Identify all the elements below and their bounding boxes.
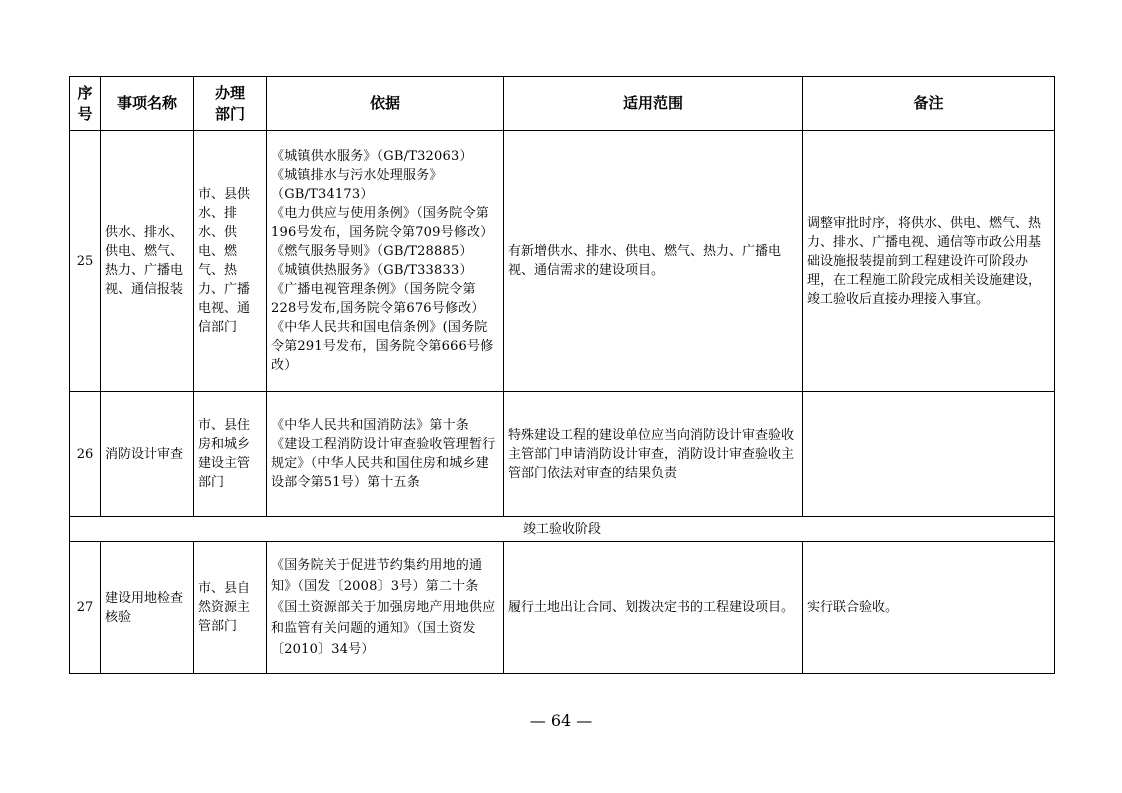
row-scope: 有新增供水、排水、供电、燃气、热力、广播电视、通信需求的建设项目。 (504, 131, 803, 392)
row-name: 消防设计审查 (101, 392, 194, 517)
header-no: 序号 (70, 77, 101, 131)
row-dept: 市、县供水、排水、供电、燃气、热力、广播电视、通信部门 (194, 131, 267, 392)
basis-item: 《广播电视管理条例》（国务院令第228号发布,国务院令第676号修改） (271, 282, 485, 316)
row-dept: 市、县自然资源主管部门 (194, 542, 267, 674)
row-name: 供水、排水、供电、燃气、热力、广播电视、通信报装 (101, 131, 194, 392)
page-number: — 64 — (529, 711, 593, 730)
stage-row (70, 517, 1055, 542)
table-row (70, 392, 1055, 517)
header-scope: 适用范围 (504, 77, 803, 131)
basis-item: 《城镇供热服务》（GB/T33833） (271, 263, 473, 278)
row-note: 实行联合验收。 (803, 542, 1055, 674)
row-note: 调整审批时序，将供水、供电、燃气、热力、排水、广播电视、通信等市政公用基础设施报装提前到工程建设许可阶段办理，在工程施工阶段完成相关设施建设，竣工验收后直接办理接入事宜。 (803, 131, 1055, 392)
table-row (70, 542, 1055, 674)
header-basis: 依据 (267, 77, 504, 131)
row-basis (267, 392, 504, 517)
basis-item: 《国务院关于促进节约集约用地的通知》（国发〔2008〕3号）第二十条 (271, 558, 483, 594)
table-row (70, 131, 1055, 392)
row-dept: 市、县住房和城乡建设主管部门 (194, 392, 267, 517)
basis-item: 《城镇供水服务》（GB/T32063） (271, 149, 473, 164)
row-note (803, 392, 1055, 517)
basis-item: 《燃气服务导则》（GB/T28885） (271, 244, 473, 259)
row-scope: 特殊建设工程的建设单位应当向消防设计审查验收主管部门申请消防设计审查，消防设计审查验收主管部门依法对审查的结果负责 (504, 392, 803, 517)
basis-item: 《中华人民共和国电信条例》(国务院令第291号发布，国务院令第666号修改） (271, 320, 494, 373)
table-header-row (70, 77, 1055, 131)
row-no: 27 (70, 542, 101, 674)
row-name: 建设用地检查核验 (101, 542, 194, 674)
approval-items-table (69, 76, 1055, 674)
header-dept: 办理部门 (194, 77, 267, 131)
row-no: 26 (70, 392, 101, 517)
basis-item: 《国土资源部关于加强房地产用地供应和监管有关问题的通知》（国土资发〔2010〕34号） (271, 600, 496, 657)
row-no: 25 (70, 131, 101, 392)
basis-item: 《中华人民共和国消防法》第十条 (271, 418, 470, 433)
row-scope: 履行土地出让合同、划拨决定书的工程建设项目。 (504, 542, 803, 674)
basis-item: 《城镇排水与污水处理服务》（GB/T34173） (271, 168, 443, 202)
basis-item: 《电力供应与使用条例》（国务院令第196号发布，国务院令第709号修改） (271, 206, 494, 240)
header-name: 事项名称 (101, 77, 194, 131)
row-basis (267, 131, 504, 392)
basis-item: 《建设工程消防设计审查验收管理暂行规定》（中华人民共和国住房和城乡建设部令第51号）第十五条 (271, 437, 496, 490)
stage-title: 竣工验收阶段 (70, 517, 1055, 542)
row-basis (267, 542, 504, 674)
header-note: 备注 (803, 77, 1055, 131)
